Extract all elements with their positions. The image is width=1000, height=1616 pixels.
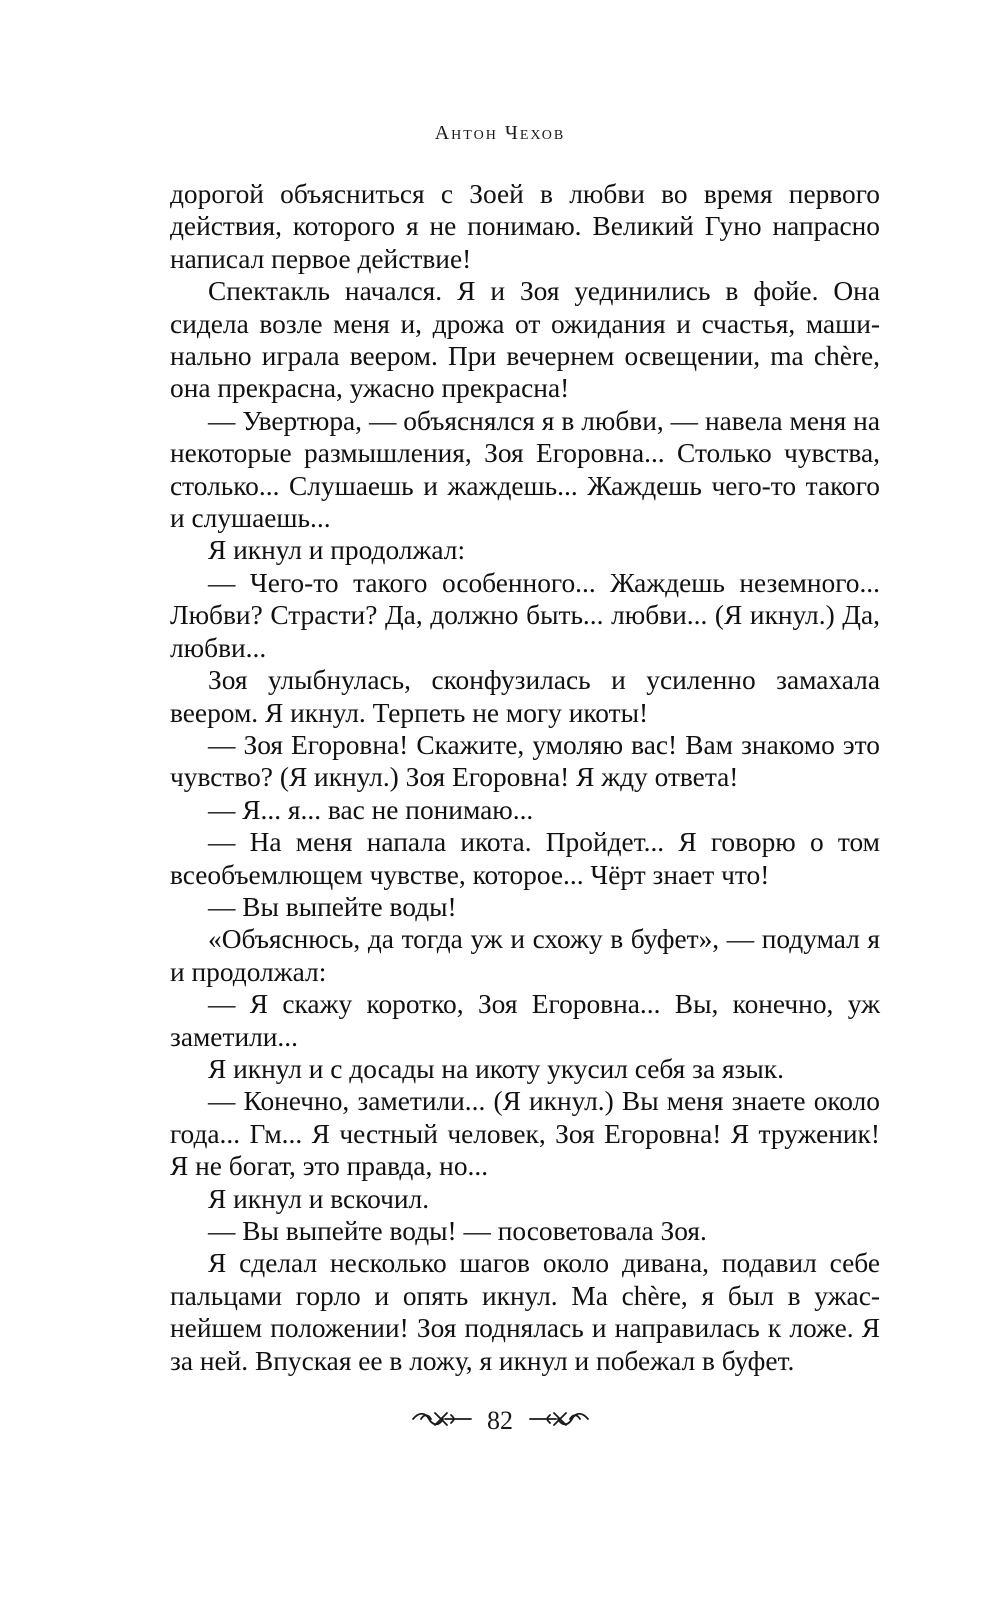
paragraph: Зоя улыбнулась, сконфузилась и усиленно замахала веером. Я икнул. Терпеть не могу икоты! xyxy=(170,665,880,728)
paragraph: «Объяснюсь, да тогда уж и схожу в буфет», — подумал я и продолжал: xyxy=(170,924,880,987)
paragraph: — На меня напала икота. Пройдет... Я говорю о том всеобъемлющем чувстве, которое... Чёрт знает что! xyxy=(170,827,880,890)
vine-flourish-right-icon xyxy=(528,1406,590,1436)
paragraph: Спектакль начался. Я и Зоя уединились в фойе. Она сидела возле меня и, дрожа от ожидания и счастья, машинально играла веером. При вечернем освещении, ma chère, она прекрасна, ужасно прекрасна! xyxy=(170,276,880,404)
paragraph: — Я... я... вас не понимаю... xyxy=(208,794,534,825)
paragraph: — Вы выпейте воды! — посоветовала Зоя. xyxy=(208,1216,707,1246)
running-header: Антон Чехов xyxy=(434,122,566,144)
paragraph: Я икнул и продолжал: xyxy=(208,535,466,566)
paragraph: Я икнул и вскочил. xyxy=(208,1183,430,1214)
paragraph: — Увертюра, — объяснялся я в любви, — навела меня на некоторые размышления, Зоя Егоровна... Столько чувства, столько... Слушаешь и жаждешь... Жаждешь чего-то такого и слушаешь... xyxy=(170,405,880,534)
paragraph: — Чего-то такого особенного... Жаждешь неземного... Любви? Страсти? Да, должно быть... любви... (Я икнул.) Да, любви... xyxy=(170,567,880,663)
paragraph: Я икнул и с досады на икоту укусил себя за язык. xyxy=(208,1053,784,1084)
paragraph: — Конечно, заметили... (Я икнул.) Вы меня знаете около года... Гм... Я честный человек, Зоя Егоровна! Я труженик! Я не богат, это правда, но... xyxy=(170,1086,880,1182)
page-text xyxy=(170,178,880,1377)
page-footer xyxy=(0,1404,1000,1436)
paragraph: — Зоя Егоровна! Скажите, умоляю вас! Вам знакомо это чувство? (Я икнул.) Зоя Егоровна! Я жду ответа! xyxy=(170,729,880,793)
paragraph: — Я скажу коротко, Зоя Егоровна... Вы, конечно, уж заметили... xyxy=(170,989,880,1052)
page-number: 82 xyxy=(487,1406,513,1436)
paragraph: Я сделал несколько шагов около дивана, подавил себе пальцами горло и опять икнул. Ma chère, я был в ужаснейшем положении! Зоя поднялась и направилась к ложе. Я за ней. Впуская ее в ложу, я икнул и побежал в буфет. xyxy=(170,1248,880,1376)
vine-flourish-left-icon xyxy=(411,1406,473,1436)
paragraph: — Вы выпейте воды! xyxy=(208,891,457,922)
paragraph-continued: дорогой объясниться с Зоей в любви во время первого действия, которого я не понимаю. Великий Гуно напрасно написал первое действие! xyxy=(170,179,880,274)
